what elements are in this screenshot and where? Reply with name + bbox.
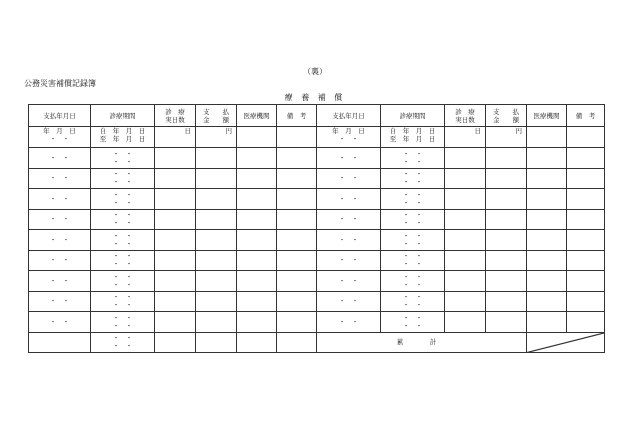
- institution-cell[interactable]: [237, 127, 277, 148]
- period-cell[interactable]: ・ ・ ・ ・: [91, 168, 155, 189]
- pay-date-cell[interactable]: ・ ・: [29, 230, 91, 251]
- header-days-left: 診 療 実日数: [155, 105, 196, 127]
- institution-cell[interactable]: [237, 148, 277, 169]
- days-cell[interactable]: [155, 230, 196, 251]
- pay-date-cell[interactable]: ・ ・: [317, 189, 381, 210]
- amount-cell[interactable]: [486, 271, 527, 292]
- side-marker: （裏）: [303, 67, 327, 76]
- period-cell[interactable]: ・ ・ ・ ・: [91, 250, 155, 271]
- days-cell[interactable]: [155, 312, 196, 333]
- amount-cell[interactable]: [486, 168, 527, 189]
- period-cell[interactable]: ・ ・ ・ ・: [381, 168, 445, 189]
- amount-cell[interactable]: 円: [196, 127, 237, 148]
- table-row: [29, 250, 605, 271]
- remarks-cell[interactable]: [567, 230, 605, 251]
- institution-cell[interactable]: [237, 209, 277, 230]
- remarks-cell[interactable]: [277, 127, 317, 148]
- table-row: [29, 168, 605, 189]
- amount-cell[interactable]: [486, 230, 527, 251]
- table-row: [29, 271, 605, 292]
- amount-cell[interactable]: [196, 312, 237, 333]
- total-amount-cell[interactable]: [527, 332, 605, 353]
- institution-cell[interactable]: [237, 189, 277, 210]
- section-title: 療 養 補 償: [284, 93, 346, 102]
- header-institution-right: 医療機関: [527, 105, 567, 127]
- amount-cell[interactable]: [486, 312, 527, 333]
- institution-cell[interactable]: [527, 271, 567, 292]
- remarks-cell[interactable]: [567, 148, 605, 169]
- amount-cell[interactable]: [196, 332, 237, 353]
- days-cell[interactable]: [445, 209, 486, 230]
- table-row: [29, 148, 605, 169]
- period-cell[interactable]: ・ ・ ・ ・: [91, 230, 155, 251]
- days-cell[interactable]: 日: [445, 127, 486, 148]
- institution-cell[interactable]: [527, 168, 567, 189]
- pay-date-cell[interactable]: ・ ・: [29, 250, 91, 271]
- header-days-right: 診 療 実日数: [445, 105, 486, 127]
- pay-date-cell[interactable]: ・ ・: [317, 148, 381, 169]
- remarks-cell[interactable]: [567, 250, 605, 271]
- days-cell[interactable]: [155, 189, 196, 210]
- amount-cell[interactable]: [196, 168, 237, 189]
- days-cell[interactable]: [445, 230, 486, 251]
- pay-date-cell[interactable]: ・ ・: [317, 168, 381, 189]
- amount-cell[interactable]: [486, 291, 527, 312]
- pay-date-cell[interactable]: ・ ・: [29, 312, 91, 333]
- pay-date-cell[interactable]: ・ ・: [317, 291, 381, 312]
- amount-cell[interactable]: [196, 291, 237, 312]
- header-period-left: 診療期間: [91, 105, 155, 127]
- remarks-cell[interactable]: [567, 291, 605, 312]
- amount-cell[interactable]: [196, 209, 237, 230]
- remarks-cell[interactable]: [277, 271, 317, 292]
- institution-cell[interactable]: [237, 332, 277, 353]
- remarks-cell[interactable]: [277, 332, 317, 353]
- days-cell[interactable]: [445, 168, 486, 189]
- amount-cell[interactable]: [486, 189, 527, 210]
- period-cell[interactable]: ・ ・ ・ ・: [91, 209, 155, 230]
- period-cell[interactable]: ・ ・ ・ ・: [91, 148, 155, 169]
- table-row-first: [29, 127, 605, 148]
- days-cell[interactable]: [445, 250, 486, 271]
- institution-cell[interactable]: [237, 168, 277, 189]
- pay-date-cell[interactable]: ・ ・: [29, 271, 91, 292]
- days-cell[interactable]: [445, 291, 486, 312]
- amount-cell[interactable]: [196, 148, 237, 169]
- remarks-cell[interactable]: [567, 189, 605, 210]
- days-cell[interactable]: [445, 189, 486, 210]
- header-amount-left: 支 払 金 額: [196, 105, 237, 127]
- period-cell[interactable]: ・ ・ ・ ・: [91, 271, 155, 292]
- table-row: [29, 230, 605, 251]
- institution-cell[interactable]: [527, 148, 567, 169]
- pay-date-cell[interactable]: ・ ・: [29, 189, 91, 210]
- period-cell[interactable]: 自 年 月 日 至 年 月 日: [91, 127, 155, 148]
- remarks-cell[interactable]: [567, 127, 605, 148]
- period-cell[interactable]: ・ ・ ・ ・: [381, 230, 445, 251]
- remarks-cell[interactable]: [567, 312, 605, 333]
- days-cell[interactable]: [155, 209, 196, 230]
- days-cell[interactable]: [155, 250, 196, 271]
- days-cell[interactable]: [155, 271, 196, 292]
- header-pay-date-right: 支払年月日: [317, 105, 381, 127]
- remarks-cell[interactable]: [277, 189, 317, 210]
- period-cell[interactable]: ・ ・ ・ ・: [381, 271, 445, 292]
- amount-cell[interactable]: 円: [486, 127, 527, 148]
- compensation-table: [28, 104, 605, 353]
- institution-cell[interactable]: [527, 250, 567, 271]
- period-cell[interactable]: ・ ・ ・ ・: [381, 148, 445, 169]
- cumulative-total-label: 累 計: [317, 332, 527, 353]
- days-cell[interactable]: [155, 291, 196, 312]
- header-period-right: 診療期間: [381, 105, 445, 127]
- institution-cell[interactable]: [237, 250, 277, 271]
- period-cell[interactable]: 自 年 月 日 至 年 月 日: [381, 127, 445, 148]
- amount-cell[interactable]: [196, 189, 237, 210]
- period-cell[interactable]: ・ ・ ・ ・: [381, 291, 445, 312]
- period-cell[interactable]: ・ ・ ・ ・: [91, 291, 155, 312]
- remarks-cell[interactable]: [277, 168, 317, 189]
- period-cell[interactable]: ・ ・ ・ ・: [381, 250, 445, 271]
- book-title: 公務災害補償記録簿: [24, 79, 96, 88]
- remarks-cell[interactable]: [277, 250, 317, 271]
- institution-cell[interactable]: [237, 271, 277, 292]
- period-cell[interactable]: ・ ・ ・ ・: [91, 332, 155, 353]
- remarks-cell[interactable]: [277, 291, 317, 312]
- institution-cell[interactable]: [237, 312, 277, 333]
- header-amount-right: 支 払 金 額: [486, 105, 527, 127]
- pay-date-cell[interactable]: ・ ・: [29, 168, 91, 189]
- pay-date-cell[interactable]: 年 月 日 ・ ・: [29, 127, 91, 148]
- days-cell[interactable]: [155, 168, 196, 189]
- days-cell[interactable]: [445, 312, 486, 333]
- table-row: [29, 209, 605, 230]
- institution-cell[interactable]: [527, 127, 567, 148]
- amount-cell[interactable]: [486, 250, 527, 271]
- header-row: [29, 105, 605, 127]
- amount-cell[interactable]: [196, 271, 237, 292]
- days-cell[interactable]: [445, 148, 486, 169]
- remarks-cell[interactable]: [567, 271, 605, 292]
- header-remarks-left: 備 考: [277, 105, 317, 127]
- institution-cell[interactable]: [237, 291, 277, 312]
- amount-cell[interactable]: [486, 148, 527, 169]
- period-cell[interactable]: ・ ・ ・ ・: [91, 312, 155, 333]
- pay-date-cell[interactable]: ・ ・: [317, 230, 381, 251]
- pay-date-cell[interactable]: [29, 332, 91, 353]
- period-cell[interactable]: ・ ・ ・ ・: [91, 189, 155, 210]
- amount-cell[interactable]: [196, 230, 237, 251]
- institution-cell[interactable]: [237, 230, 277, 251]
- table-row: [29, 189, 605, 210]
- remarks-cell[interactable]: [277, 148, 317, 169]
- days-cell[interactable]: 日: [155, 127, 196, 148]
- period-cell[interactable]: ・ ・ ・ ・: [381, 209, 445, 230]
- pay-date-cell[interactable]: ・ ・: [317, 209, 381, 230]
- period-cell[interactable]: ・ ・ ・ ・: [381, 312, 445, 333]
- pay-date-cell[interactable]: 年 月 日 ・ ・: [317, 127, 381, 148]
- pay-date-cell[interactable]: ・ ・: [29, 148, 91, 169]
- remarks-cell[interactable]: [567, 209, 605, 230]
- header-remarks-right: 備 考: [567, 105, 605, 127]
- days-cell[interactable]: [155, 148, 196, 169]
- institution-cell[interactable]: [527, 230, 567, 251]
- remarks-cell[interactable]: [277, 230, 317, 251]
- table-row: [29, 291, 605, 312]
- period-cell[interactable]: ・ ・ ・ ・: [381, 189, 445, 210]
- pay-date-cell[interactable]: ・ ・: [29, 291, 91, 312]
- pay-date-cell[interactable]: ・ ・: [29, 209, 91, 230]
- table-row: [29, 312, 605, 333]
- diagonal-slash: [527, 333, 604, 353]
- days-cell[interactable]: [445, 271, 486, 292]
- institution-cell[interactable]: [527, 189, 567, 210]
- institution-cell[interactable]: [527, 209, 567, 230]
- pay-date-cell[interactable]: ・ ・: [317, 271, 381, 292]
- header-pay-date-left: 支払年月日: [29, 105, 91, 127]
- days-cell[interactable]: [155, 332, 196, 353]
- remarks-cell[interactable]: [277, 209, 317, 230]
- pay-date-cell[interactable]: ・ ・: [317, 312, 381, 333]
- amount-cell[interactable]: [196, 250, 237, 271]
- remarks-cell[interactable]: [567, 168, 605, 189]
- pay-date-cell[interactable]: ・ ・: [317, 250, 381, 271]
- institution-cell[interactable]: [527, 312, 567, 333]
- header-institution-left: 医療機関: [237, 105, 277, 127]
- total-row: [29, 332, 605, 353]
- amount-cell[interactable]: [486, 209, 527, 230]
- remarks-cell[interactable]: [277, 312, 317, 333]
- institution-cell[interactable]: [527, 291, 567, 312]
